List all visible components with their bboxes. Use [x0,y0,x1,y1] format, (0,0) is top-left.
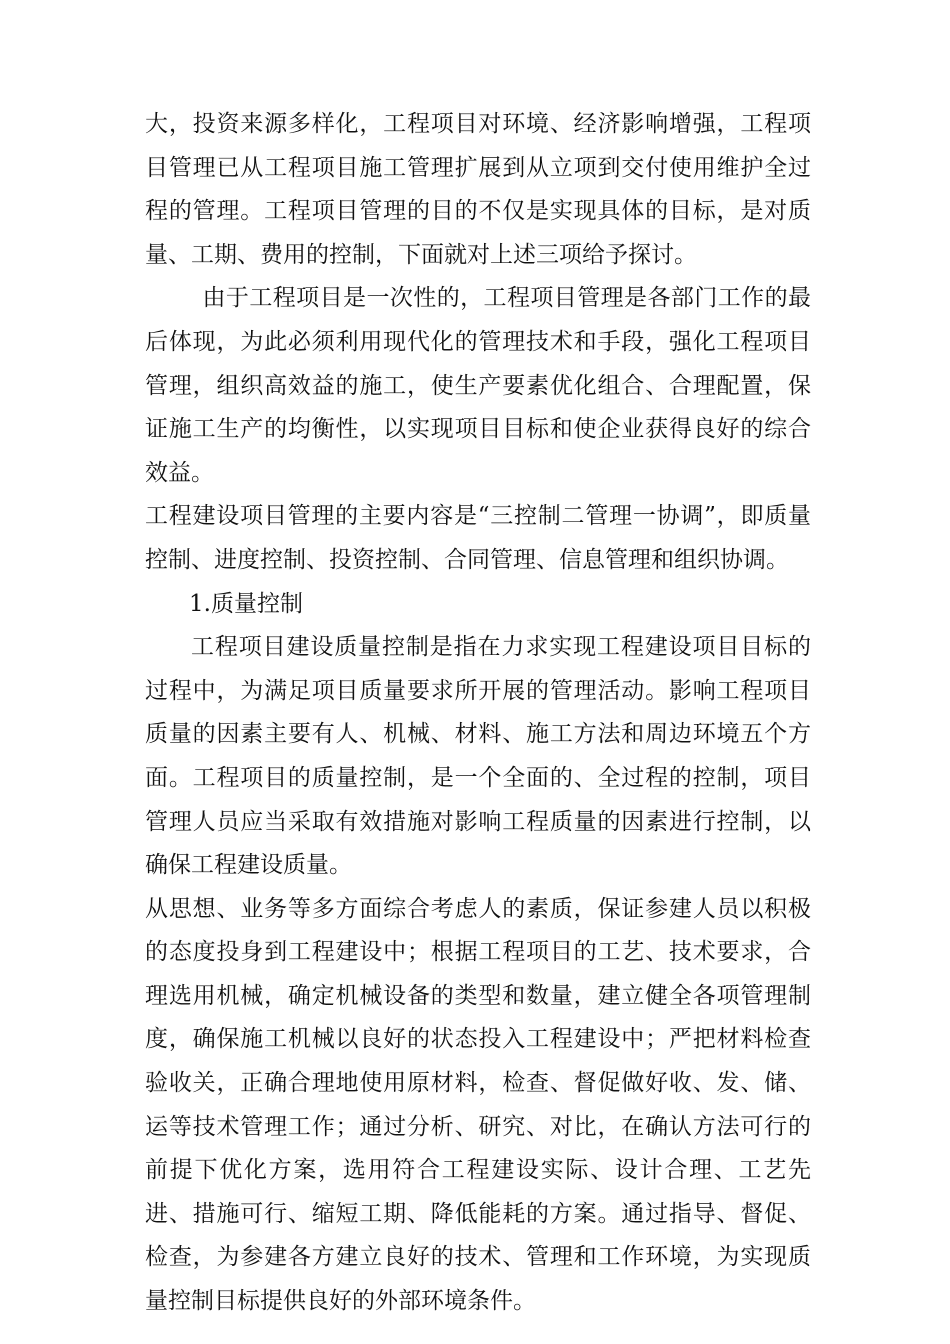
paragraph-quality-measures: 从思想、业务等多方面综合考虑人的素质，保证参建人员以积极的态度投身到工程建设中；根据工程项目的工艺、技术要求，合理选用机械，确定机械设备的类型和数量，建立健全各项管理制度，确保施工机械以良好的状态投入工程建设中；严把材料检查验收关，正确合理地使用原材料，检查、督促做好收、发、储、运等技术管理工作；通过分析、研究、对比，在确认方法可行的前提下优化方案，选用符合工程建设实际、设计合理、工艺先进、措施可行、缩短工期、降低能耗的方案。通过指导、督促、检查，为参建各方建立良好的技术、管理和工作环境，为实现质量控制目标提供良好的外部环境条件。 [145,895,811,1315]
section-heading-quality-control: 1.质量控制 [189,590,303,617]
paragraph-main-content: 工程建设项目管理的主要内容是“三控制二管理一协调”，即质量控制、进度控制、投资控制、合同管理、信息管理和组织协调。 [145,503,811,573]
paragraph-quality-definition: 工程项目建设质量控制是指在力求实现工程建设项目目标的过程中，为满足项目质量要求所开展的管理活动。影响工程项目质量的因素主要有人、机械、材料、施工方法和周边环境五个方面。工程项目的质量控制，是一个全面的、全过程的控制，项目管理人员应当采取有效措施对影响工程质量的因素进行控制，以确保工程建设质量。 [145,634,811,879]
document-body [145,103,811,1324]
paragraph-project-management: 由于工程项目是一次性的，工程项目管理是各部门工作的最后体现，为此必须利用现代化的管理技术和手段，强化工程项目管理，组织高效益的施工，使生产要素优化组合、合理配置，保证施工生产的均衡性，以实现项目目标和使企业获得良好的综合效益。 [145,285,811,486]
paragraph-intro-continued: 大，投资来源多样化，工程项目对环境、经济影响增强，工程项目管理已从工程项目施工管理扩展到从立项到交付使用维护全过程的管理。工程项目管理的目的不仅是实现具体的目标，是对质量、工期、费用的控制，下面就对上述三项给予探讨。 [145,111,811,268]
